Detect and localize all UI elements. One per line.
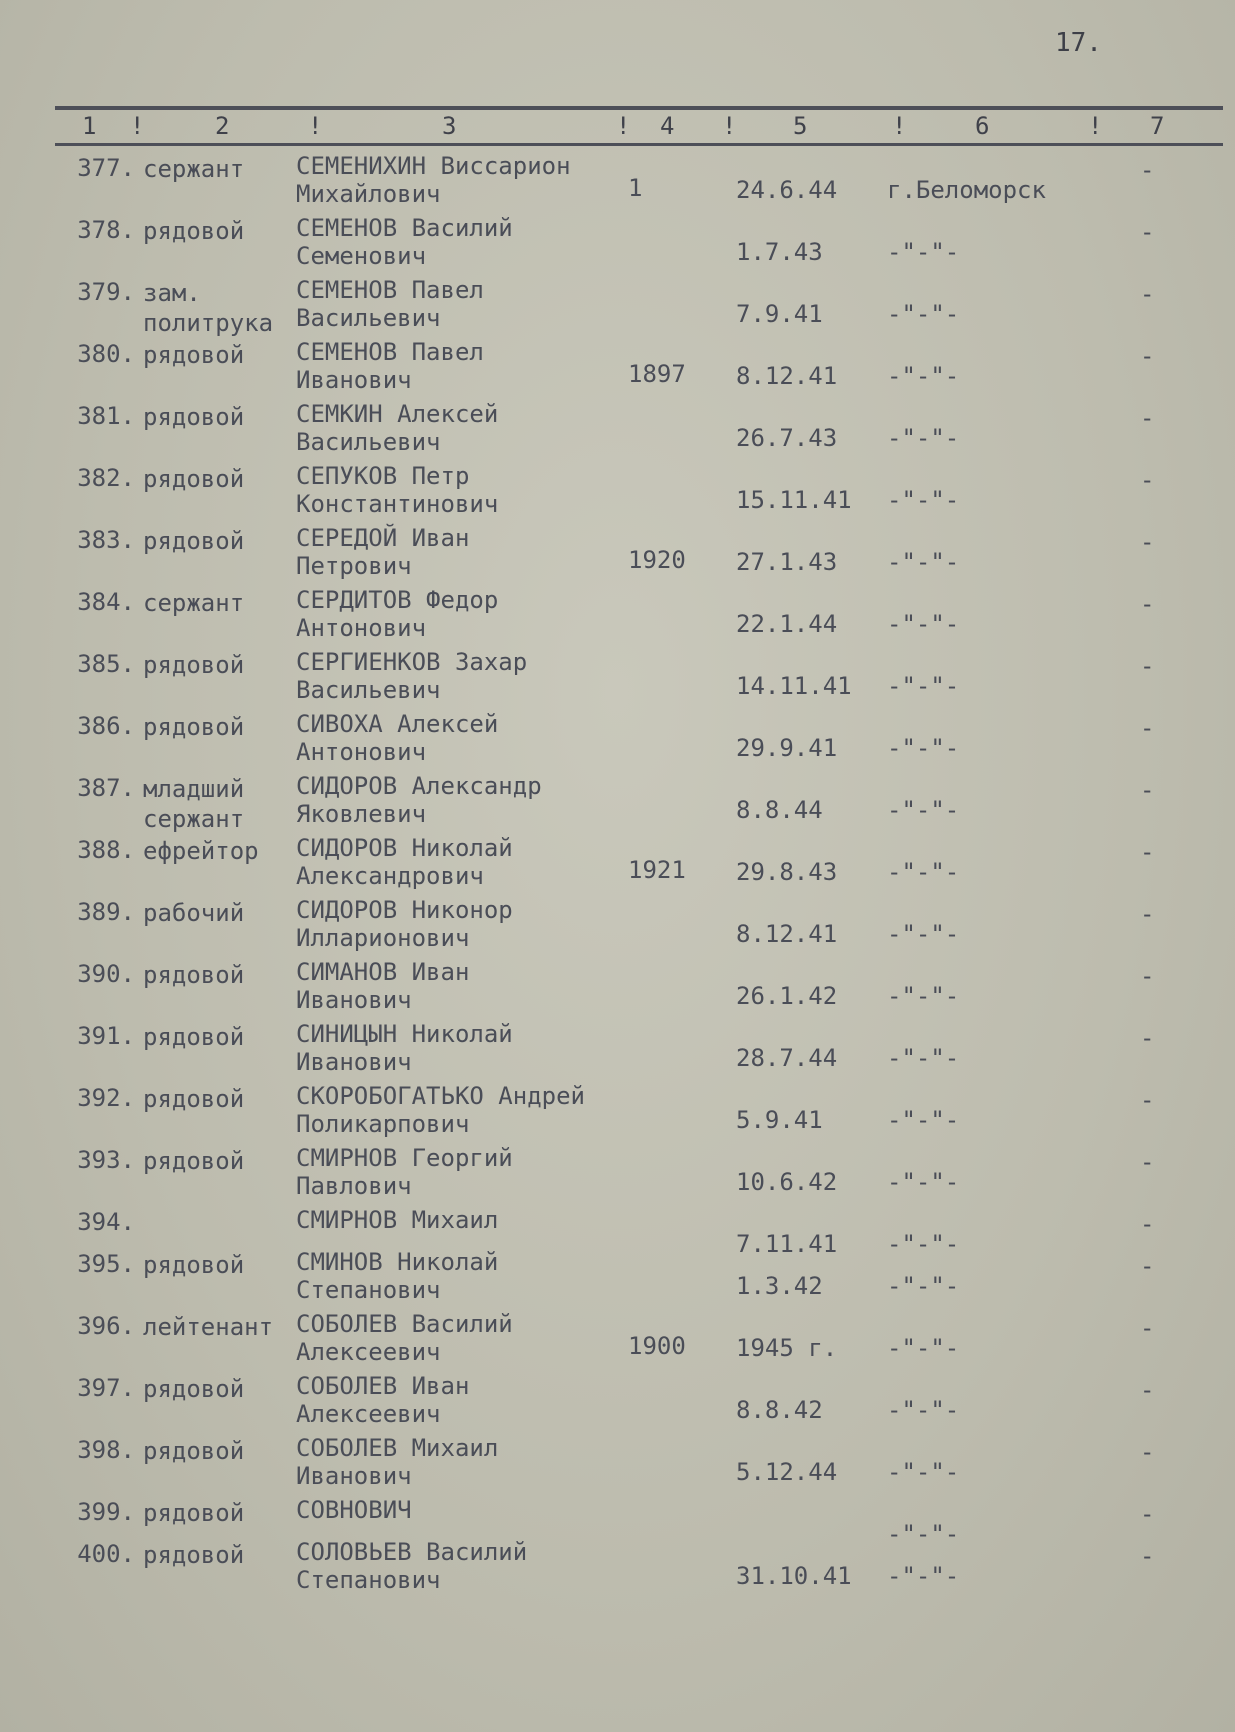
col7-mark: - — [1140, 1252, 1155, 1280]
surname-name: СКОРОБОГАТЬКО Андрей — [296, 1082, 585, 1110]
burial-place: -"-"- — [887, 1106, 960, 1134]
header-bottom-rule — [55, 143, 1223, 146]
table-row — [0, 772, 1235, 834]
birth-year: 1 — [628, 174, 643, 202]
patronymic: Иванович — [296, 1462, 412, 1490]
death-date: 14.11.41 — [736, 672, 852, 700]
rank: лейтенант — [143, 1313, 274, 1341]
patronymic: Алексеевич — [296, 1338, 441, 1366]
death-date: 8.12.41 — [736, 920, 838, 948]
death-date: 5.12.44 — [736, 1458, 838, 1486]
patronymic: Васильевич — [296, 304, 441, 332]
table-row — [0, 1434, 1235, 1496]
patronymic: Васильевич — [296, 428, 441, 456]
burial-place: -"-"- — [887, 238, 960, 266]
rank: младший сержант — [143, 775, 245, 833]
surname-name: СИМАНОВ Иван — [296, 958, 470, 986]
rank: рядовой — [143, 1085, 245, 1113]
burial-place: -"-"- — [887, 362, 960, 390]
header-col-1: 1 — [82, 112, 97, 140]
surname-name: СЕМКИН Алексей — [296, 400, 499, 428]
col7-mark: - — [1140, 218, 1155, 246]
record-number: 384. — [77, 588, 135, 616]
table-row — [0, 338, 1235, 400]
col7-mark: - — [1140, 528, 1155, 556]
table-row — [0, 1372, 1235, 1434]
burial-place: -"-"- — [887, 672, 960, 700]
col7-mark: - — [1140, 156, 1155, 184]
burial-place: -"-"- — [887, 796, 960, 824]
rank: рядовой — [143, 527, 245, 555]
surname-name: СОБОЛЕВ Василий — [296, 1310, 513, 1338]
col7-mark: - — [1140, 1086, 1155, 1114]
col7-mark: - — [1140, 962, 1155, 990]
burial-place: -"-"- — [887, 1334, 960, 1362]
col7-mark: - — [1140, 1542, 1155, 1570]
record-number: 392. — [77, 1084, 135, 1112]
patronymic: Васильевич — [296, 676, 441, 704]
death-date: 29.9.41 — [736, 734, 838, 762]
header-separator: ! — [308, 112, 323, 140]
rank: рядовой — [143, 403, 245, 431]
burial-place: -"-"- — [887, 1168, 960, 1196]
death-date: 24.6.44 — [736, 176, 838, 204]
surname-name: СЕПУКОВ Петр — [296, 462, 470, 490]
burial-place: -"-"- — [887, 1562, 960, 1590]
burial-place: -"-"- — [887, 1044, 960, 1072]
surname-name: СЕРДИТОВ Федор — [296, 586, 499, 614]
patronymic: Степанович — [296, 1276, 441, 1304]
surname-name: СЕМЕНОВ Павел — [296, 276, 484, 304]
birth-year: 1921 — [628, 856, 686, 884]
page-number: 17. — [1055, 28, 1102, 58]
surname-name: СОБОЛЕВ Михаил — [296, 1434, 499, 1462]
death-date: 10.6.42 — [736, 1168, 838, 1196]
burial-place: -"-"- — [887, 734, 960, 762]
surname-name: СЕМЕНОВ Павел — [296, 338, 484, 366]
rank: рядовой — [143, 1375, 245, 1403]
record-number: 389. — [77, 898, 135, 926]
record-number: 385. — [77, 650, 135, 678]
table-row — [0, 1144, 1235, 1206]
header-col-3: 3 — [442, 112, 457, 140]
burial-place: -"-"- — [887, 548, 960, 576]
patronymic: Иванович — [296, 986, 412, 1014]
patronymic: Иванович — [296, 1048, 412, 1076]
death-date: 1945 г. — [736, 1334, 838, 1362]
death-date: 26.7.43 — [736, 424, 838, 452]
record-number: 391. — [77, 1022, 135, 1050]
surname-name: СИДОРОВ Николай — [296, 834, 513, 862]
record-number: 394. — [77, 1208, 135, 1236]
record-number: 382. — [77, 464, 135, 492]
rank: рядовой — [143, 1499, 245, 1527]
table-row — [0, 524, 1235, 586]
rank: ефрейтор — [143, 837, 259, 865]
col7-mark: - — [1140, 838, 1155, 866]
record-number: 383. — [77, 526, 135, 554]
record-number: 387. — [77, 774, 135, 802]
table-row — [0, 462, 1235, 524]
patronymic: Антонович — [296, 738, 427, 766]
col7-mark: - — [1140, 466, 1155, 494]
rank: рядовой — [143, 1251, 245, 1279]
col7-mark: - — [1140, 1500, 1155, 1528]
header-separator: ! — [616, 112, 631, 140]
burial-place: -"-"- — [887, 424, 960, 452]
rank: рядовой — [143, 961, 245, 989]
patronymic: Антонович — [296, 614, 427, 642]
rank: рядовой — [143, 1147, 245, 1175]
death-date: 29.8.43 — [736, 858, 838, 886]
record-number: 397. — [77, 1374, 135, 1402]
rank: сержант — [143, 589, 245, 617]
surname-name: СОБОЛЕВ Иван — [296, 1372, 470, 1400]
col7-mark: - — [1140, 404, 1155, 432]
death-date: 8.8.42 — [736, 1396, 823, 1424]
burial-place: г.Беломорск — [887, 176, 1046, 204]
rank: рядовой — [143, 1023, 245, 1051]
record-number: 398. — [77, 1436, 135, 1464]
rank: рабочий — [143, 899, 245, 927]
header-col-5: 5 — [793, 112, 808, 140]
rank: рядовой — [143, 713, 245, 741]
surname-name: СИВОХА Алексей — [296, 710, 499, 738]
record-number: 400. — [77, 1540, 135, 1568]
burial-place: -"-"- — [887, 920, 960, 948]
patronymic: Яковлевич — [296, 800, 427, 828]
table-row — [0, 1020, 1235, 1082]
death-date: 27.1.43 — [736, 548, 838, 576]
patronymic: Семенович — [296, 242, 427, 270]
record-number: 386. — [77, 712, 135, 740]
death-date: 7.9.41 — [736, 300, 823, 328]
header-col-7: 7 — [1150, 112, 1165, 140]
surname-name: СМИНОВ Николай — [296, 1248, 499, 1276]
death-date: 1.7.43 — [736, 238, 823, 266]
patronymic: Михайлович — [296, 180, 441, 208]
col7-mark: - — [1140, 280, 1155, 308]
col7-mark: - — [1140, 714, 1155, 742]
header-col-4: 4 — [660, 112, 675, 140]
burial-place: -"-"- — [887, 1396, 960, 1424]
rank: рядовой — [143, 341, 245, 369]
death-date: 31.10.41 — [736, 1562, 852, 1590]
record-number: 395. — [77, 1250, 135, 1278]
col7-mark: - — [1140, 1314, 1155, 1342]
surname-name: СМИРНОВ Георгий — [296, 1144, 513, 1172]
rank: рядовой — [143, 465, 245, 493]
burial-place: -"-"- — [887, 1520, 960, 1548]
table-row — [0, 834, 1235, 896]
burial-place: -"-"- — [887, 610, 960, 638]
header-col-6: 6 — [975, 112, 990, 140]
header-separator: ! — [892, 112, 907, 140]
table-row — [0, 896, 1235, 958]
death-date: 22.1.44 — [736, 610, 838, 638]
patronymic: Илларионович — [296, 924, 470, 952]
burial-place: -"-"- — [887, 858, 960, 886]
death-date: 5.9.41 — [736, 1106, 823, 1134]
table-row — [0, 1248, 1235, 1310]
col7-mark: - — [1140, 900, 1155, 928]
header-col-2: 2 — [215, 112, 230, 140]
burial-place: -"-"- — [887, 1458, 960, 1486]
table-row — [0, 710, 1235, 772]
death-date: 1.3.42 — [736, 1272, 823, 1300]
table-row — [0, 958, 1235, 1020]
surname-name: СМИРНОВ Михаил — [296, 1206, 499, 1234]
surname-name: СОЛОВЬЕВ Василий — [296, 1538, 528, 1566]
surname-name: СИНИЦЫН Николай — [296, 1020, 513, 1048]
col7-mark: - — [1140, 652, 1155, 680]
death-date: 15.11.41 — [736, 486, 852, 514]
col7-mark: - — [1140, 1148, 1155, 1176]
death-date: 7.11.41 — [736, 1230, 838, 1258]
col7-mark: - — [1140, 342, 1155, 370]
table-row — [0, 1082, 1235, 1144]
col7-mark: - — [1140, 590, 1155, 618]
record-number: 377. — [77, 154, 135, 182]
rank: рядовой — [143, 217, 245, 245]
record-number: 378. — [77, 216, 135, 244]
birth-year: 1920 — [628, 546, 686, 574]
patronymic: Петрович — [296, 552, 412, 580]
rank: зам. политрука — [143, 279, 274, 337]
rank: рядовой — [143, 1437, 245, 1465]
record-number: 393. — [77, 1146, 135, 1174]
patronymic: Поликарпович — [296, 1110, 470, 1138]
burial-place: -"-"- — [887, 1272, 960, 1300]
birth-year: 1897 — [628, 360, 686, 388]
burial-place: -"-"- — [887, 486, 960, 514]
record-number: 380. — [77, 340, 135, 368]
burial-place: -"-"- — [887, 1230, 960, 1258]
col7-mark: - — [1140, 1210, 1155, 1238]
burial-place: -"-"- — [887, 982, 960, 1010]
surname-name: СОВНОВИЧ — [296, 1496, 412, 1524]
death-date: 8.8.44 — [736, 796, 823, 824]
col7-mark: - — [1140, 776, 1155, 804]
patronymic: Павлович — [296, 1172, 412, 1200]
record-number: 379. — [77, 278, 135, 306]
table-row — [0, 648, 1235, 710]
rank: рядовой — [143, 651, 245, 679]
header-separator: ! — [130, 112, 145, 140]
header-separator: ! — [1088, 112, 1103, 140]
col7-mark: - — [1140, 1376, 1155, 1404]
record-number: 396. — [77, 1312, 135, 1340]
surname-name: СЕМЕНОВ Василий — [296, 214, 513, 242]
birth-year: 1900 — [628, 1332, 686, 1360]
table-row — [0, 586, 1235, 648]
col7-mark: - — [1140, 1438, 1155, 1466]
table-row — [0, 400, 1235, 462]
header-separator: ! — [722, 112, 737, 140]
rank: рядовой — [143, 1541, 245, 1569]
table-row — [0, 1310, 1235, 1372]
surname-name: СИДОРОВ Никонор — [296, 896, 513, 924]
rank: сержант — [143, 155, 245, 183]
table-row — [0, 276, 1235, 338]
surname-name: СЕМЕНИХИН Виссарион — [296, 152, 571, 180]
burial-place: -"-"- — [887, 300, 960, 328]
death-date: 28.7.44 — [736, 1044, 838, 1072]
patronymic: Константинович — [296, 490, 499, 518]
record-number: 399. — [77, 1498, 135, 1526]
record-number: 390. — [77, 960, 135, 988]
death-date: 26.1.42 — [736, 982, 838, 1010]
patronymic: Александрович — [296, 862, 484, 890]
patronymic: Иванович — [296, 366, 412, 394]
header-top-rule — [55, 106, 1223, 110]
patronymic: Степанович — [296, 1566, 441, 1594]
table-row — [0, 1538, 1235, 1600]
record-number: 388. — [77, 836, 135, 864]
surname-name: СЕРГИЕНКОВ Захар — [296, 648, 528, 676]
death-date: 8.12.41 — [736, 362, 838, 390]
table-row — [0, 152, 1235, 214]
record-number: 381. — [77, 402, 135, 430]
surname-name: СИДОРОВ Александр — [296, 772, 542, 800]
col7-mark: - — [1140, 1024, 1155, 1052]
surname-name: СЕРЕДОЙ Иван — [296, 524, 470, 552]
table-row — [0, 214, 1235, 276]
patronymic: Алексеевич — [296, 1400, 441, 1428]
